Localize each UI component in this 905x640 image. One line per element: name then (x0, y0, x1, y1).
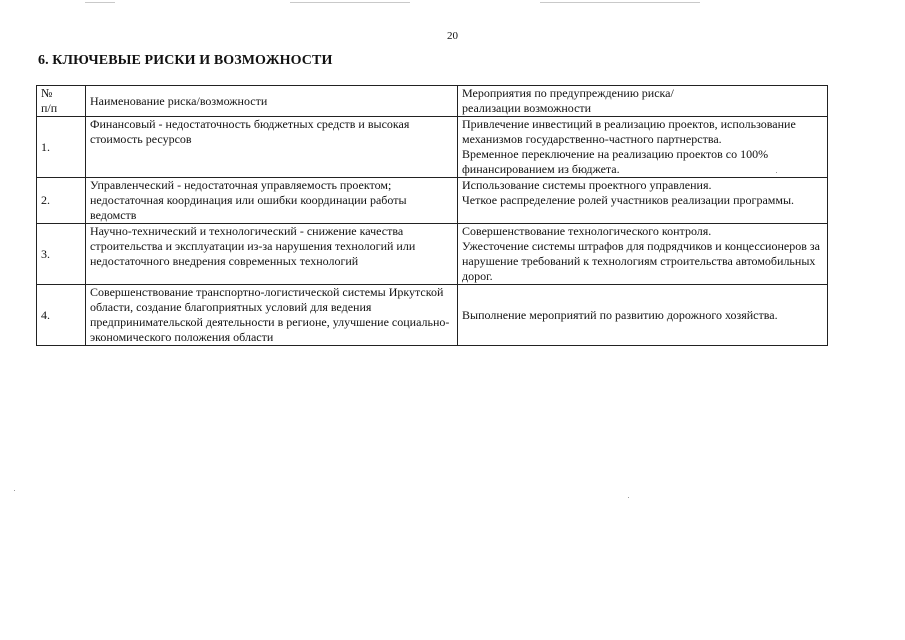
header-measures-line1: Мероприятия по предупреждению риска/ (462, 86, 674, 100)
risk-measures (458, 117, 828, 178)
measure-item: Совершенствование технологического контроля. (462, 224, 712, 238)
measure-item: Четкое распределение ролей участников реализации программы. (462, 193, 795, 207)
page-number: 20 (447, 30, 458, 42)
header-num-line1: № (41, 86, 53, 100)
table-row (37, 178, 828, 224)
measure-item: Ужесточение системы штрафов для подрядчиков и концессионеров за нарушение требований к технологиям строительства автомобильных дорог. (462, 239, 820, 283)
measure-item: Временное переключение на реализацию проектов со 100% финансированием из бюджета. (462, 147, 769, 176)
risk-measures (458, 178, 828, 224)
table-row (37, 224, 828, 285)
header-num-line2: п/п (41, 101, 58, 115)
row-number: 1. (37, 117, 86, 178)
scan-artifact (290, 2, 410, 3)
row-number: 2. (37, 178, 86, 224)
table-row (37, 285, 828, 346)
risk-table (36, 85, 828, 346)
table-header-row (37, 86, 828, 117)
section-title: 6. КЛЮЧЕВЫЕ РИСКИ И ВОЗМОЖНОСТИ (38, 53, 333, 68)
scan-artifact (540, 2, 700, 3)
risk-measures (458, 285, 828, 346)
measure-item: Выполнение мероприятий по развитию дорожного хозяйства. (462, 307, 778, 322)
risk-name: Управленческий - недостаточная управляемость проектом; недостаточная координация или ошибки координации работы ведомств (86, 178, 458, 224)
row-number: 3. (37, 224, 86, 285)
table-row (37, 117, 828, 178)
header-measures-line2: реализации возможности (462, 101, 592, 115)
risk-name: Научно-технический и технологический - снижение качества строительства и эксплуатации из-за нарушения технологий или недостаточного внедрения современных технологий (86, 224, 458, 285)
risk-name: Совершенствование транспортно-логистической системы Иркутской области, создание благоприятных условий для ведения предпринимательской деятельности в регионе, улучшение социально-экономического положения области (86, 285, 458, 346)
risk-measures (458, 224, 828, 285)
measure-item: Использование системы проектного управления. (462, 178, 712, 192)
header-name: Наименование риска/возможности (86, 86, 458, 117)
header-measures (458, 86, 828, 117)
row-number: 4. (37, 285, 86, 346)
scan-speck (14, 490, 15, 491)
measure-item: Привлечение инвестиций в реализацию проектов, использование механизмов государственно-частного партнерства. (462, 117, 796, 146)
risk-name: Финансовый - недостаточность бюджетных средств и высокая стоимость ресурсов (86, 117, 458, 178)
scan-artifact (85, 2, 115, 3)
scan-speck (628, 497, 629, 498)
header-num (37, 86, 86, 117)
